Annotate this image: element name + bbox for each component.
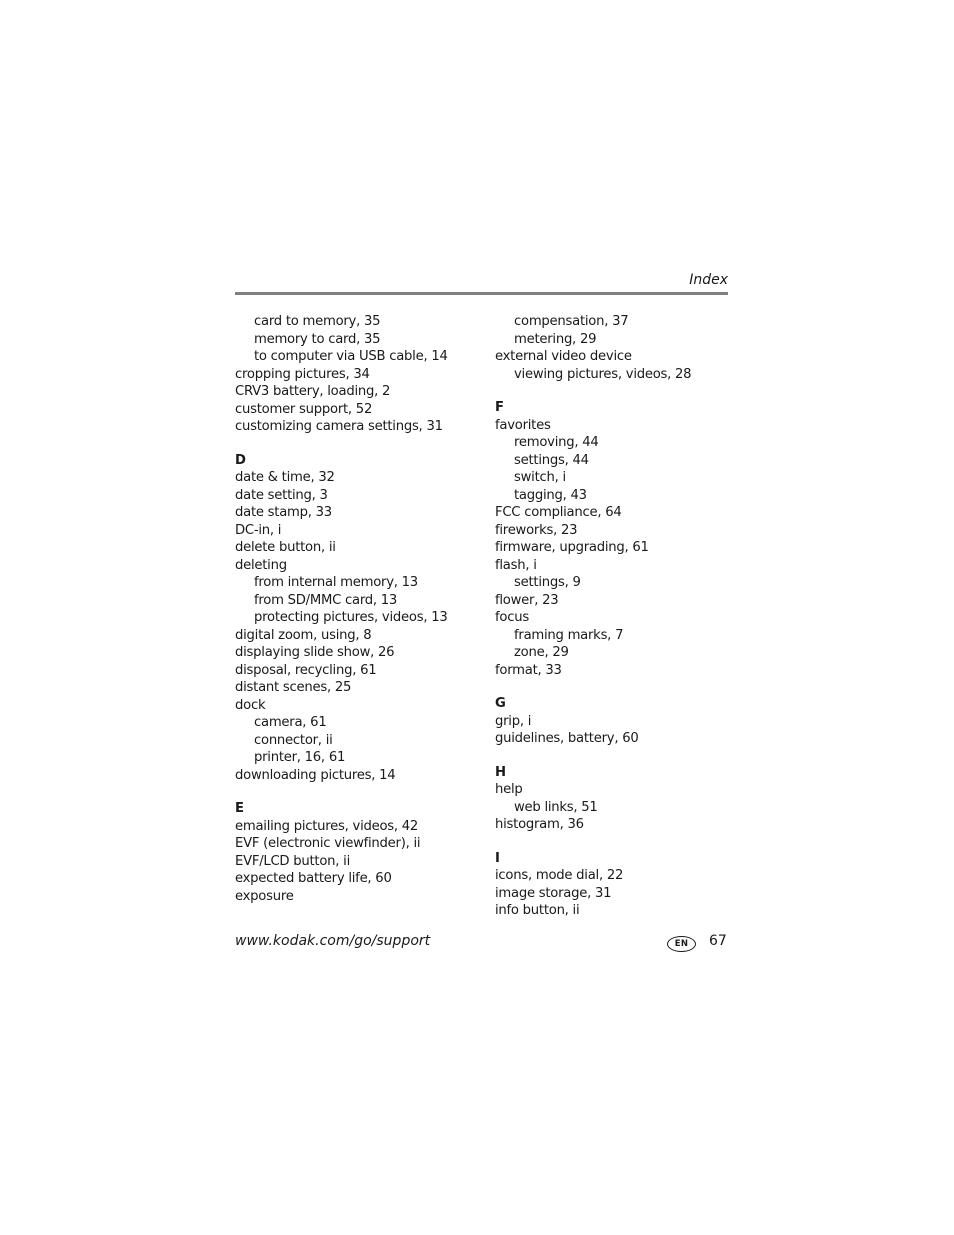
index-entry: delete button, ii	[235, 540, 336, 555]
index-entry: focus	[495, 610, 529, 625]
index-entry: exposure	[235, 888, 294, 904]
header-rule	[235, 292, 728, 295]
index-subentry: printer, 16, 61	[254, 750, 346, 765]
index-subentry: viewing pictures, videos, 28	[514, 366, 692, 382]
index-entry: dock	[235, 697, 266, 713]
index-subentry: protecting pictures, videos, 13	[254, 610, 448, 625]
index-entry: FCC compliance, 64	[495, 505, 622, 520]
index-entry: EVF/LCD button, ii	[235, 853, 350, 869]
index-subentry: metering, 29	[514, 331, 597, 347]
index-subentry: from internal memory, 13	[254, 575, 418, 590]
index-entry: format, 33	[495, 662, 562, 678]
index-entry: displaying slide show, 26	[235, 645, 395, 660]
index-subentry: switch, i	[514, 470, 566, 485]
index-section-letter: E	[235, 801, 244, 816]
page-number: 67	[709, 933, 727, 949]
index-subentry: removing, 44	[514, 435, 599, 450]
index-subentry: web links, 51	[514, 799, 598, 815]
index-entry: emailing pictures, videos, 42	[235, 818, 419, 834]
index-subentry: to computer via USB cable, 14	[254, 349, 448, 364]
index-entry: customizing camera settings, 31	[235, 419, 443, 434]
index-entry: external video device	[495, 349, 632, 364]
index-entry: DC-in, i	[235, 522, 282, 538]
index-entry: image storage, 31	[495, 885, 612, 901]
index-entry: histogram, 36	[495, 817, 584, 832]
index-subentry: tagging, 43	[514, 487, 587, 503]
index-entry: customer support, 52	[235, 401, 373, 417]
index-entry: flash, i	[495, 557, 537, 573]
index-entry: guidelines, battery, 60	[495, 731, 639, 746]
index-subentry: zone, 29	[514, 645, 569, 660]
index-section-letter: I	[495, 850, 500, 866]
index-subentry: camera, 61	[254, 715, 327, 730]
index-section-letter: D	[235, 452, 246, 468]
index-entry: deleting	[235, 557, 287, 573]
language-badge: EN	[667, 936, 696, 952]
index-section-letter: H	[495, 764, 506, 780]
support-url-link[interactable]: www.kodak.com/go/support	[235, 933, 431, 949]
index-entry: favorites	[495, 417, 551, 433]
index-column-left	[235, 313, 485, 905]
index-entry: flower, 23	[495, 592, 559, 608]
index-subentry: settings, 9	[514, 575, 581, 590]
index-entry: CRV3 battery, loading, 2	[235, 384, 391, 399]
index-entry: cropping pictures, 34	[235, 366, 370, 382]
index-entry: info button, ii	[495, 903, 580, 918]
index-section-letter: G	[495, 696, 506, 711]
index-entry: fireworks, 23	[495, 522, 578, 538]
index-entry: distant scenes, 25	[235, 680, 352, 695]
index-entry: date & time, 32	[235, 470, 335, 485]
index-entry: digital zoom, using, 8	[235, 627, 372, 643]
index-entry: date stamp, 33	[235, 505, 332, 520]
index-subentry: connector, ii	[254, 732, 333, 748]
index-entry: date setting, 3	[235, 487, 328, 503]
index-entry: EVF (electronic viewfinder), ii	[235, 836, 421, 851]
index-subentry: compensation, 37	[514, 314, 629, 329]
index-subentry: framing marks, 7	[514, 627, 624, 643]
index-column-right	[495, 313, 728, 920]
page-header-title: Index	[689, 272, 728, 288]
index-entry: expected battery life, 60	[235, 871, 392, 886]
index-subentry: from SD/MMC card, 13	[254, 592, 398, 608]
index-subentry: memory to card, 35	[254, 331, 381, 347]
index-entry: grip, i	[495, 713, 532, 729]
index-entry: firmware, upgrading, 61	[495, 540, 649, 555]
index-entry: help	[495, 782, 523, 797]
index-subentry: card to memory, 35	[254, 314, 381, 329]
index-entry: downloading pictures, 14	[235, 767, 396, 783]
index-section-letter: F	[495, 400, 504, 415]
index-entry: disposal, recycling, 61	[235, 662, 377, 678]
index-entry: icons, mode dial, 22	[495, 868, 624, 883]
index-subentry: settings, 44	[514, 452, 589, 468]
